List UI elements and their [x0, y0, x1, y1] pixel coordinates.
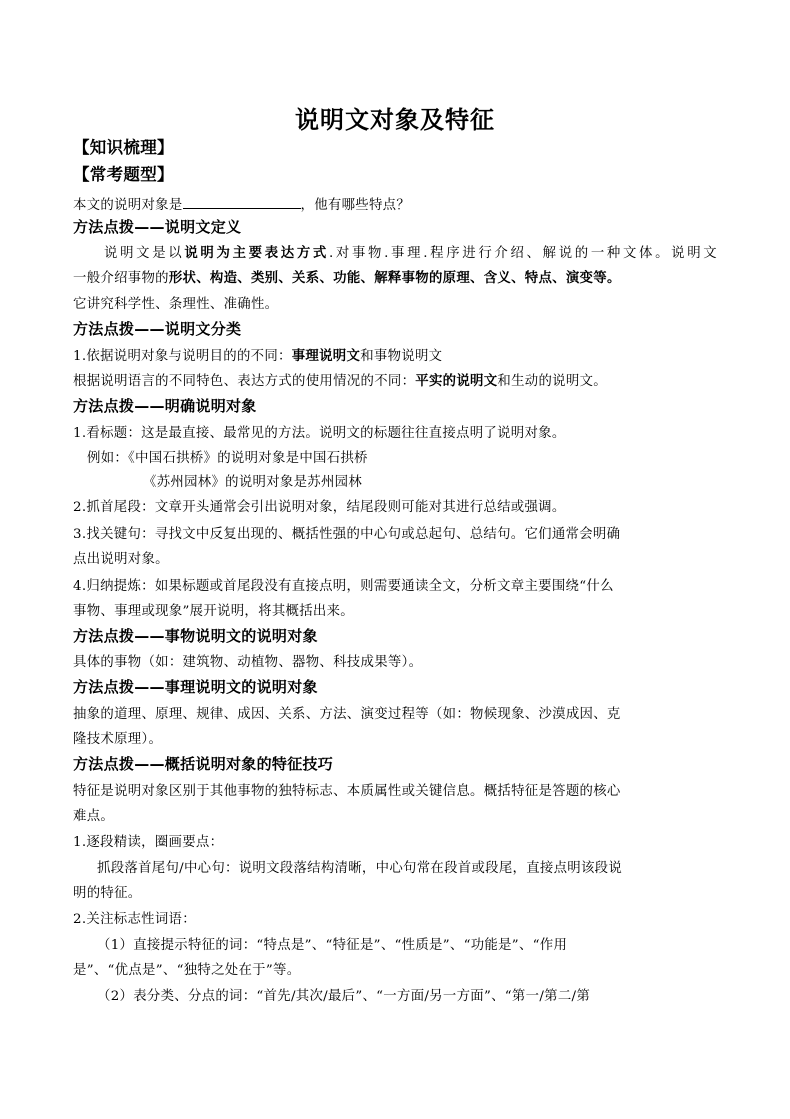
- feature-line-6: 2.关注标志性词语：: [73, 912, 196, 927]
- identify-line-1: 1.看标题：这是最直接、最常见的方法。说明文的标题往往直接点明了说明对象。: [73, 426, 566, 441]
- heading-feature-skills: 方法点拨——概括说明对象的特征技巧: [73, 755, 334, 773]
- classification-emphasis: 事理说明文: [291, 349, 361, 364]
- feature-line-4: 抓段落首尾句/中心句：说明文段落结构清晰，中心句常在段首或段尾，直接点明该段说: [97, 861, 623, 876]
- identify-line-2: 2.抓首尾段：文章开头通常会引出说明对象，结尾段则可能对其进行总结或强调。: [73, 500, 566, 515]
- feature-line-5: 明的特征。: [73, 886, 142, 901]
- answer-blank: [183, 195, 301, 209]
- identify-example-2: 《苏州园林》的说明对象是苏州园林: [143, 475, 363, 490]
- classification-text: 和生动的说明文。: [497, 374, 607, 389]
- identify-line-3: 3.找关键句：寻找文中反复出现的、概括性强的中心句或总起句、总结句。它们通常会明确: [73, 527, 621, 542]
- section-knowledge-heading: 【知识梳理】: [73, 138, 174, 157]
- identify-line-3-cont: 点出说明对象。: [73, 552, 169, 567]
- feature-line-3: 1.逐段精读，圈画要点：: [73, 835, 224, 850]
- definition-emphasis: 说明为主要表达方式: [184, 246, 329, 261]
- question-text-before: 本文的说明对象是: [73, 198, 183, 213]
- feature-line-8: 是”、“优点是”、“独特之处在于”等。: [73, 963, 301, 978]
- definition-emphasis: 形状、构造、类别、关系、功能、解释事物的原理、含义、特点、演变等。: [168, 271, 621, 286]
- reason-object-line-1: 抽象的道理、原理、规律、成因、关系、方法、演变过程等（如：物候现象、沙漠成因、克: [73, 707, 621, 722]
- heading-identify-object: 方法点拨——明确说明对象: [73, 397, 257, 415]
- feature-line-7: （1）直接提示特征的词：“特点是”、“特征是”、“性质是”、“功能是”、“作用: [97, 938, 568, 953]
- thing-object-text: 具体的事物（如：建筑物、动植物、器物、科技成果等）。: [73, 655, 423, 670]
- definition-line-1: [73, 245, 717, 263]
- definition-line-3: 它讲究科学性、条理性、准确性。: [73, 297, 279, 312]
- definition-text: .对事物.事理.程序进行介绍、解说的一种文体。说明文: [328, 246, 718, 261]
- identify-line-4: 4.归纳提炼：如果标题或首尾段没有直接点明，则需要通读全文，分析文章主要围绕“什么: [73, 579, 614, 594]
- reason-object-line-2: 隆技术原理）。: [73, 732, 163, 747]
- identify-line-4-cont: 事物、事理或现象”展开说明，将其概括出来。: [73, 604, 354, 619]
- definition-text: 一般介绍事物的: [73, 271, 169, 286]
- definition-text: 说明文是以: [104, 246, 185, 261]
- definition-line-2: [73, 270, 717, 288]
- question-text-after: ，他有哪些特点？: [300, 198, 411, 213]
- page-title: 说明文对象及特征: [295, 106, 495, 134]
- feature-line-1: 特征是说明对象区别于其他事物的独特标志、本质属性或关键信息。概括特征是答题的核心: [73, 784, 621, 799]
- heading-classification: 方法点拨——说明文分类: [73, 320, 242, 338]
- classification-text: 和事物说明文: [360, 349, 443, 364]
- classification-emphasis: 平实的说明文: [415, 374, 498, 389]
- classification-line-2: [73, 373, 717, 391]
- classification-text: 1.依据说明对象与说明目的的不同：: [73, 349, 292, 364]
- classification-text: 根据说明语言的不同特色、表达方式的使用情况的不同：: [73, 374, 416, 389]
- question-line: [73, 195, 717, 215]
- section-question-type-heading: 【常考题型】: [73, 165, 174, 184]
- heading-thing-object: 方法点拨——事物说明文的说明对象: [73, 627, 318, 645]
- heading-definition: 方法点拨——说明文定义: [73, 218, 242, 236]
- feature-line-2: 难点。: [73, 809, 115, 824]
- identify-example-1: 例如：《中国石拱桥》的说明对象是中国石拱桥: [87, 451, 368, 466]
- heading-reason-object: 方法点拨——事理说明文的说明对象: [73, 678, 318, 696]
- classification-line-1: [73, 348, 717, 366]
- feature-line-9: （2）表分类、分点的词：“首先/其次/最后”、“一方面/另一方面”、“第一/第二/第: [97, 989, 591, 1004]
